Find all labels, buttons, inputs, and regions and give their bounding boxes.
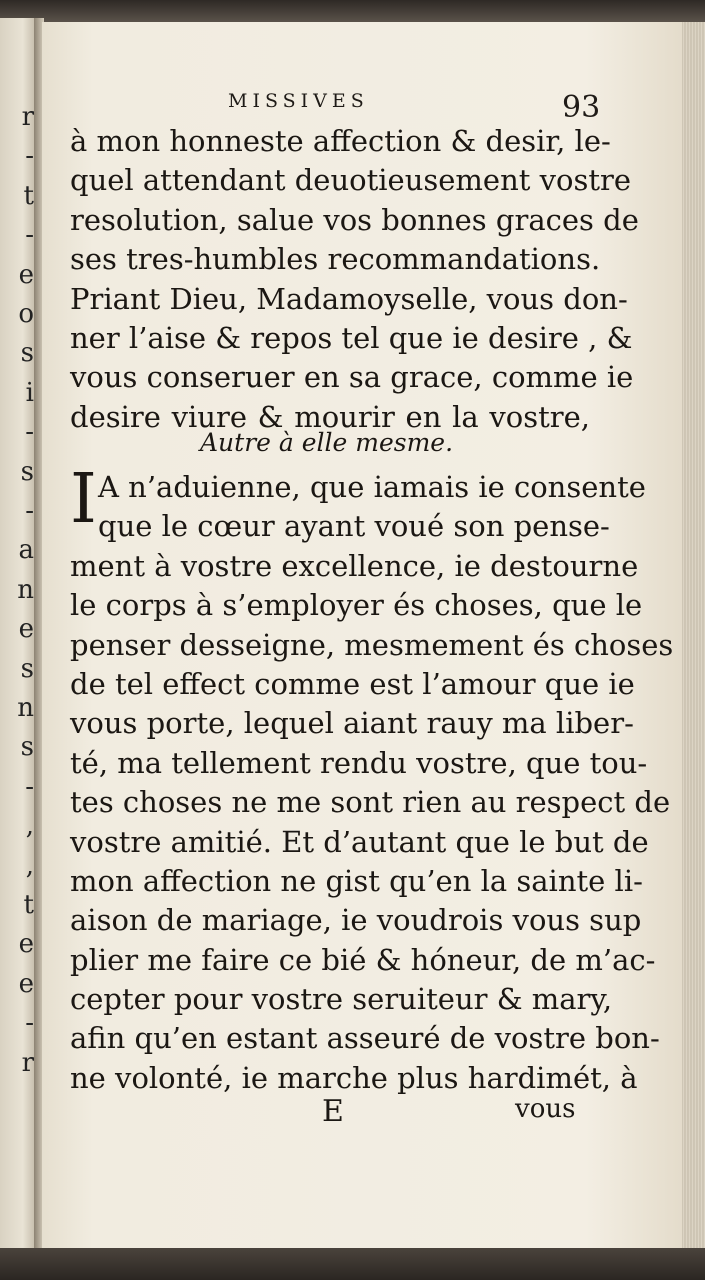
text-line: mon affection ne gist qu’en la sainte li- bbox=[70, 863, 643, 898]
text-line: quel attendant deuotieusement vostre bbox=[70, 163, 632, 198]
text-line: plier me faire ce bié & hóneur, de m’ac- bbox=[70, 942, 656, 977]
left-page-letter: s bbox=[20, 338, 34, 369]
left-page-letter: a bbox=[18, 535, 34, 566]
drop-cap: I bbox=[70, 460, 97, 539]
left-page-letter: r bbox=[21, 1047, 34, 1078]
left-page-letter: - bbox=[25, 141, 34, 172]
left-page-letter: o bbox=[18, 299, 34, 329]
text-line: desire viure & mourir en la vostre, bbox=[70, 399, 590, 434]
left-page-letter: s bbox=[20, 456, 34, 487]
text-line: Priant Dieu, Madamoyselle, vous don- bbox=[70, 281, 628, 316]
left-page-letter: r bbox=[21, 102, 34, 132]
text-line: té, ma tellement rendu vostre, que tou- bbox=[70, 745, 648, 780]
text-line: afin qu’en estant asseuré de vostre bon- bbox=[70, 1021, 660, 1056]
text-line: à mon honneste affection & desir, le- bbox=[70, 124, 611, 158]
text-line: ne volonté, ie marche plus hardimét, à bbox=[70, 1060, 638, 1095]
left-page-letter: e bbox=[18, 968, 34, 999]
left-page-letter: s bbox=[20, 653, 34, 684]
running-header: MISSIVES bbox=[228, 90, 369, 112]
text-line: de tel effect comme est l’amour que ie bbox=[70, 666, 635, 701]
left-page-letter: t bbox=[23, 890, 34, 920]
left-page-letter: , bbox=[25, 811, 34, 842]
left-page-letter: - bbox=[25, 417, 34, 448]
page-edge-stack bbox=[682, 22, 705, 1248]
text-line: vous porte, lequel aiant rauy ma liber- bbox=[70, 706, 634, 741]
text-line: aison de mariage, ie voudrois vous sup bbox=[70, 903, 642, 938]
text-line: resolution, salue vos bonnes graces de bbox=[70, 202, 639, 237]
left-page-letter: e bbox=[18, 614, 34, 645]
text-line: que le cœur ayant voué son pense- bbox=[98, 509, 610, 544]
left-page-letter: e bbox=[18, 929, 34, 960]
page-number: 93 bbox=[562, 90, 601, 125]
text-line: penser desseigne, mesmement és choses bbox=[70, 627, 674, 662]
left-page-letter: n bbox=[17, 693, 34, 723]
text-line: cepter pour vostre seruiteur & mary, bbox=[70, 982, 613, 1017]
left-page-letter: s bbox=[20, 732, 34, 763]
text-line: vous conseruer en sa grace, comme ie bbox=[70, 360, 634, 395]
left-page-letter: e bbox=[18, 259, 34, 290]
text-line: tes choses ne me sont rien au respect de bbox=[70, 785, 671, 820]
book-spine-bottom bbox=[0, 1248, 705, 1280]
book-spine-top bbox=[0, 0, 705, 22]
paragraph-2 bbox=[70, 460, 674, 1098]
catchword: vous bbox=[515, 1094, 576, 1124]
left-page-letter: i bbox=[25, 377, 34, 408]
left-page-letter: , bbox=[25, 850, 34, 881]
text-line: le corps à s’employer és choses, que le bbox=[70, 588, 643, 623]
left-page-edge bbox=[0, 18, 38, 1248]
left-page-letter: - bbox=[25, 220, 34, 251]
left-page-letter: - bbox=[25, 1008, 34, 1039]
text-line: vostre amitié. Et d’autant que le but de bbox=[70, 824, 649, 859]
text-line: A n’aduienne, que iamais ie consente bbox=[98, 470, 646, 504]
left-page-letter: n bbox=[17, 574, 34, 605]
left-page-letter: t bbox=[23, 180, 34, 211]
text-line: ses tres-humbles recommandations. bbox=[70, 242, 601, 277]
paragraph-1 bbox=[70, 122, 639, 437]
left-page-letter: - bbox=[25, 496, 34, 526]
text-line: ner l’aise & repos tel que ie desire , & bbox=[70, 320, 633, 355]
text-line: ment à vostre excellence, ie destourne bbox=[70, 548, 639, 583]
signature-mark: E bbox=[322, 1094, 344, 1129]
left-page-letter: - bbox=[25, 771, 34, 802]
letter-heading: Autre à elle mesme. bbox=[200, 428, 454, 457]
